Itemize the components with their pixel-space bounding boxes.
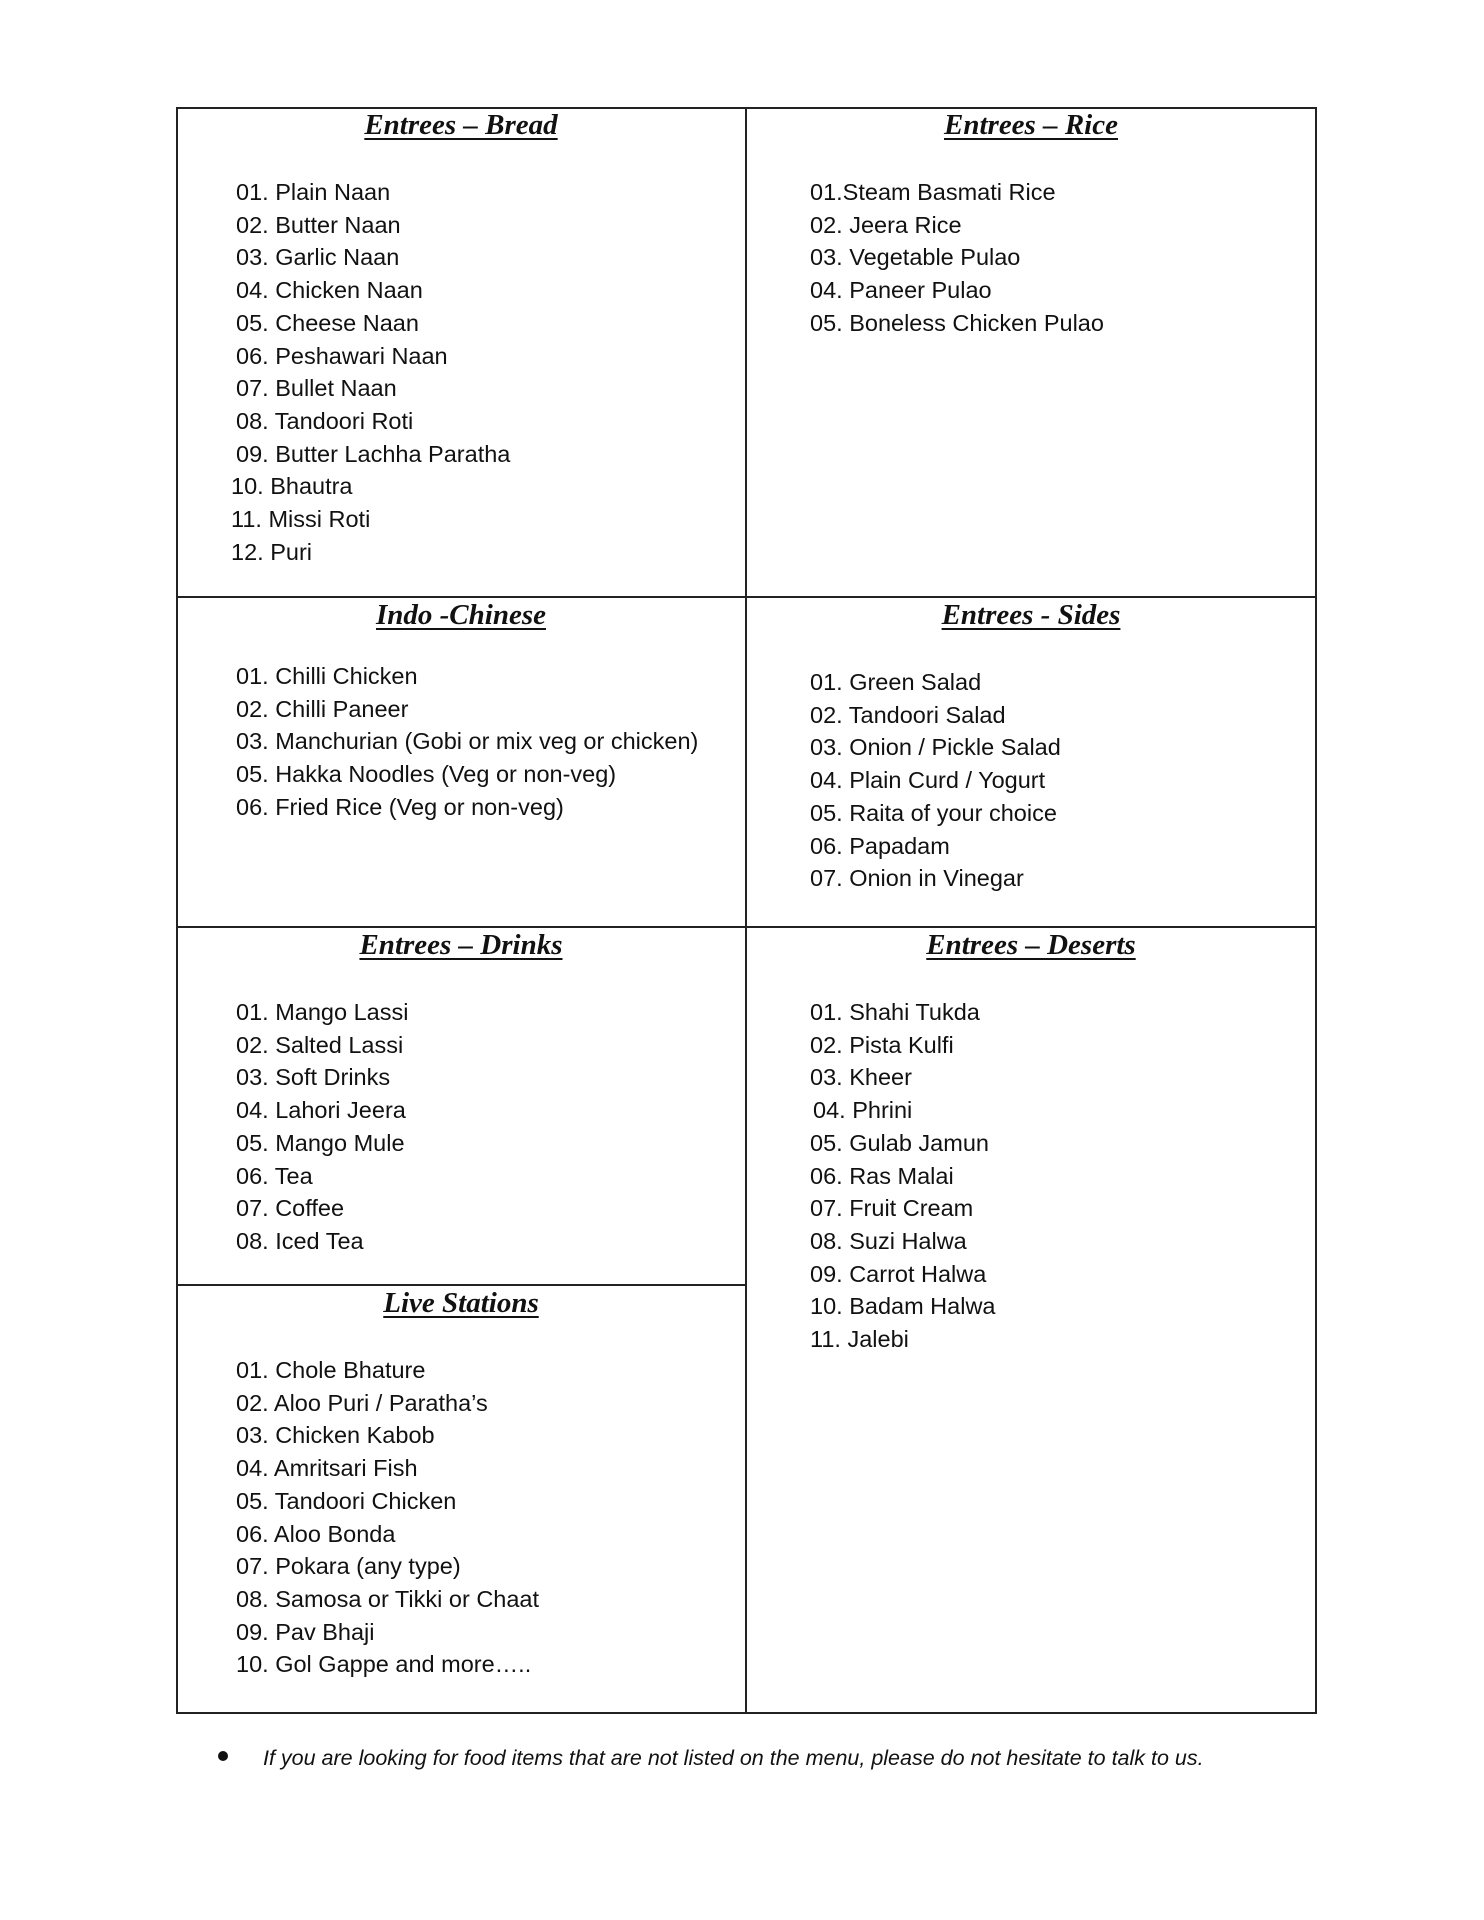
list-item: 04. Amritsari Fish [236, 1455, 418, 1482]
list-item: 01. Shahi Tukda [810, 999, 980, 1025]
section-title: Entrees – Bread [364, 109, 558, 141]
item-list [810, 666, 1061, 895]
item-list [236, 996, 408, 1258]
table-border-bottom [176, 1712, 1317, 1714]
footer-note: If you are looking for food items that are not listed on the menu, please do not hesitate to talk to us. [263, 1746, 1204, 1770]
section-title: Entrees - Sides [941, 599, 1121, 631]
list-item: 05. Cheese Naan [236, 309, 419, 336]
list-item: 05. Gulab Jamun [810, 1129, 989, 1156]
section-indo-chinese [176, 597, 746, 926]
list-item: 03. Onion / Pickle Salad [810, 734, 1061, 761]
list-item: 10. Bhautra [231, 473, 353, 500]
list-item: 02. Pista Kulfi [810, 1031, 954, 1058]
section-title: Indo -Chinese [375, 599, 546, 631]
list-item: 01.Steam Basmati Rice [810, 179, 1056, 205]
list-item: 05. Raita of your choice [810, 799, 1057, 826]
list-item: 11. Missi Roti [231, 506, 371, 533]
list-item: 08. Iced Tea [236, 1227, 364, 1254]
item-list [810, 176, 1104, 340]
list-item: 07. Fruit Cream [810, 1195, 974, 1222]
list-item: 07. Bullet Naan [236, 375, 397, 402]
list-item: 01. Plain Naan [236, 179, 391, 205]
section-title: Entrees – Drinks [359, 929, 563, 961]
section-drinks [176, 927, 746, 1284]
section-title: Live Stations [383, 1287, 539, 1319]
list-item: 02. Butter Naan [236, 211, 401, 238]
list-item: 07. Pokara (any type) [236, 1553, 461, 1580]
list-item: 07. Coffee [236, 1195, 345, 1222]
list-item: 03. Kheer [810, 1064, 912, 1091]
list-item: 02. Aloo Puri / Paratha’s [236, 1389, 488, 1416]
list-item: 09. Pav Bhaji [236, 1618, 375, 1645]
list-item: 08. Suzi Halwa [810, 1227, 967, 1254]
list-item: 10. Badam Halwa [810, 1293, 996, 1320]
list-item: 07. Onion in Vinegar [810, 865, 1024, 892]
list-item: 01. Mango Lassi [236, 999, 409, 1025]
bullet-icon [218, 1751, 228, 1761]
section-bread [176, 107, 746, 596]
list-item: 03. Chicken Kabob [236, 1422, 435, 1449]
list-item: 10. Gol Gappe and more….. [236, 1651, 532, 1678]
section-sides [746, 597, 1316, 926]
list-item: 02. Jeera Rice [810, 211, 962, 238]
list-item: 05. Mango Mule [236, 1129, 405, 1156]
list-item: 02. Tandoori Salad [810, 701, 1006, 728]
list-item: 01. Chilli Chicken [236, 663, 418, 689]
list-item: 06. Ras Malai [810, 1162, 954, 1189]
list-item: 06. Fried Rice (Veg or non-veg) [236, 793, 564, 820]
list-item: 04. Phrini [813, 1097, 913, 1124]
section-rice [746, 107, 1316, 596]
item-list [236, 660, 698, 824]
list-item: 04. Lahori Jeera [236, 1097, 406, 1124]
list-item: 09. Butter Lachha Paratha [236, 440, 511, 467]
section-title: Entrees – Deserts [926, 929, 1136, 961]
section-deserts [746, 927, 1316, 1712]
list-item: 03. Manchurian (Gobi or mix veg or chicken) [236, 728, 699, 755]
list-item: 01. Green Salad [810, 669, 982, 695]
list-item: 11. Jalebi [810, 1326, 909, 1353]
list-item: 06. Tea [236, 1162, 313, 1189]
list-item: 05. Hakka Noodles (Veg or non-veg) [236, 761, 617, 788]
list-item: 01. Chole Bhature [236, 1357, 426, 1383]
item-list [810, 996, 996, 1356]
list-item: 02. Chilli Paneer [236, 695, 409, 722]
item-list [236, 1354, 539, 1681]
list-item: 08. Tandoori Roti [236, 407, 414, 434]
list-item: 03. Garlic Naan [236, 244, 400, 271]
list-item: 06. Aloo Bonda [236, 1520, 396, 1547]
list-item: 05. Tandoori Chicken [236, 1487, 457, 1514]
list-item: 12. Puri [231, 538, 312, 565]
list-item: 04. Chicken Naan [236, 277, 423, 304]
list-item: 06. Papadam [810, 832, 950, 859]
list-item: 02. Salted Lassi [236, 1031, 404, 1058]
list-item: 03. Soft Drinks [236, 1064, 391, 1091]
section-title: Entrees – Rice [944, 109, 1118, 141]
section-live-stations [176, 1285, 746, 1712]
list-item: 06. Peshawari Naan [236, 342, 448, 369]
item-list [231, 176, 511, 568]
list-item: 09. Carrot Halwa [810, 1260, 987, 1287]
list-item: 03. Vegetable Pulao [810, 244, 1021, 271]
list-item: 04. Paneer Pulao [810, 277, 992, 304]
list-item: 04. Plain Curd / Yogurt [810, 767, 1046, 794]
list-item: 05. Boneless Chicken Pulao [810, 309, 1104, 336]
list-item: 08. Samosa or Tikki or Chaat [236, 1585, 540, 1612]
